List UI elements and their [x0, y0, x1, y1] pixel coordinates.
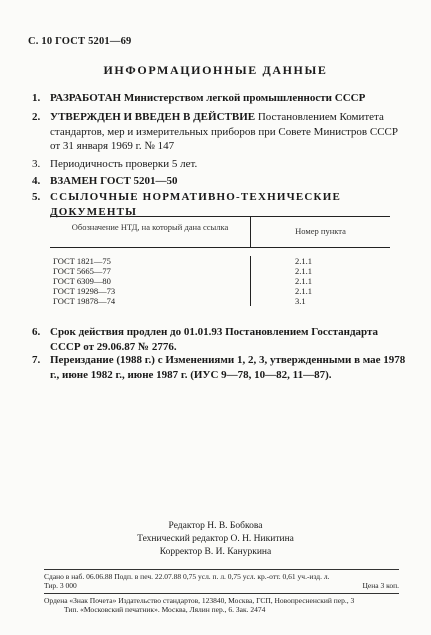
item-3: [32, 157, 407, 172]
table-body: [50, 248, 390, 306]
item-5: [32, 190, 407, 219]
item-number: 5.: [32, 191, 41, 203]
item-text: Переиздание (1988 г.) с Изменениями 1, 2, 3, утвержденными в мае 1978 г., июне 1982 г., июне 1987 г. (ИУС 9—78, 10—82, 11—87).: [50, 354, 406, 381]
publisher-line: Ордена «Знак Почета» Издательство стандартов, 123840, Москва, ГСП, Новопресненский пер., 3: [44, 596, 355, 605]
table-header-row: [50, 217, 390, 248]
item-bold-text: ВЗАМЕН ГОСТ 5201—50: [50, 175, 178, 187]
table-cell-document: ГОСТ 19878—74: [53, 296, 116, 306]
section-title: ИНФОРМАЦИОННЫЕ ДАННЫЕ: [103, 63, 328, 77]
table-column-documents: [50, 256, 251, 306]
editor-line: Редактор Н. В. Бобкова: [168, 521, 263, 531]
reference-table: [50, 216, 390, 306]
corrector-line: Корректор В. И. Кануркина: [159, 547, 272, 557]
imprint-middle-rule: [44, 593, 399, 594]
table-header-clause: Номер пункта: [295, 226, 346, 236]
item-number: 1.: [32, 92, 41, 104]
item-number: 2.: [32, 111, 41, 123]
item-number: 6.: [32, 326, 41, 338]
table-cell-document: ГОСТ 6309—80: [53, 276, 111, 286]
tech-editor-line: Технический редактор О. Н. Никитина: [137, 534, 294, 544]
imprint-top-rule: [44, 569, 399, 570]
item-number: 7.: [32, 354, 41, 366]
print-details: [44, 572, 399, 590]
item-4: [32, 174, 407, 189]
page-header: С. 10 ГОСТ 5201—69: [28, 36, 132, 47]
print-run: Тир. 3 000: [44, 581, 77, 590]
item-number: 4.: [32, 175, 41, 187]
item-2: [32, 110, 407, 154]
table-column-clauses: [251, 256, 390, 306]
table-cell-document: ГОСТ 1821—75: [53, 256, 111, 266]
table-cell-clause: 2.1.1: [295, 266, 312, 276]
editors-block: [0, 520, 431, 559]
print-dates: Сдано в наб. 06.06.88 Подп. в печ. 22.07.88 0,75 усл. п. л. 0,75 усл. кр.-отт. 0,61 уч.-изд. л.: [44, 572, 330, 581]
item-text: Срок действия продлен до 01.01.93 Постановлением Госстандарта СССР от 29.06.87 № 2776.: [50, 326, 379, 353]
item-number: 3.: [32, 158, 41, 170]
table-cell-document: ГОСТ 19298—73: [53, 286, 116, 296]
printer-line: Тип. «Московский печатник». Москва, Лялин пер., 6. Зак. 2474: [64, 605, 266, 614]
table-cell-clause: 2.1.1: [295, 256, 312, 266]
table-cell-clause: 2.1.1: [295, 286, 312, 296]
item-1: [32, 91, 407, 106]
table-cell-clause: 2.1.1: [295, 276, 312, 286]
item-bold-text: УТВЕРЖДЕН И ВВЕДЕН В ДЕЙСТВИЕ: [50, 111, 256, 123]
table-cell-clause: 3.1: [295, 296, 306, 306]
item-7: [32, 353, 407, 382]
price: Цена 3 коп.: [362, 581, 399, 590]
item-6: [32, 325, 407, 354]
item-bold-text: РАЗРАБОТАН Министерством легкой промышленности СССР: [50, 92, 366, 104]
publisher-details: [44, 596, 399, 614]
table-header-document: Обозначение НТД, на который дана ссылка: [50, 217, 251, 247]
item-text: Постановлением Комитета стандартов, мер и измерительных приборов при Совете Министров СССР от 31 января 1969 г. № 147: [50, 111, 399, 152]
table-cell-document: ГОСТ 5665—77: [53, 266, 111, 276]
item-bold-text: ССЫЛОЧНЫЕ НОРМАТИВНО-ТЕХНИЧЕСКИЕ ДОКУМЕНТЫ: [50, 191, 342, 218]
item-text: Периодичность проверки 5 лет.: [50, 158, 198, 170]
